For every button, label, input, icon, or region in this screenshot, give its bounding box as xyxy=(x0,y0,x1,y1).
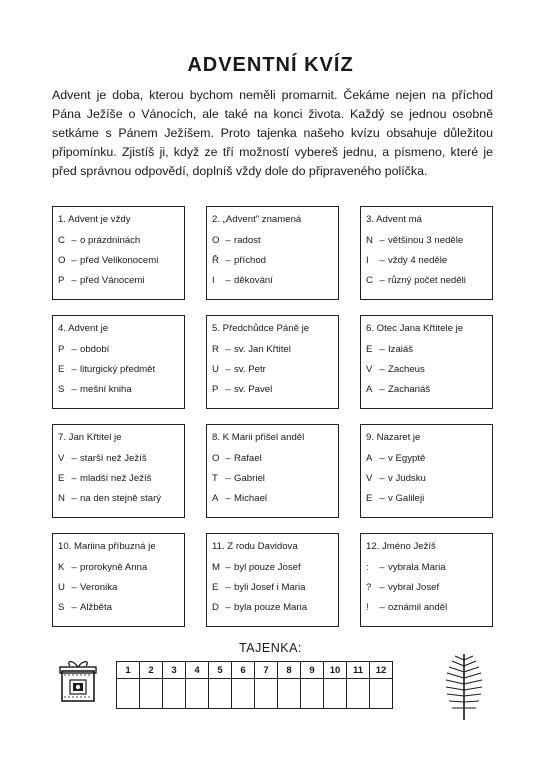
option-text: radost xyxy=(234,235,261,246)
question-title: 12. Jméno Ježíš xyxy=(366,541,436,552)
option-dash: – xyxy=(225,493,231,504)
answer-option xyxy=(212,562,333,573)
option-letter: P xyxy=(212,384,219,395)
option-letter: E xyxy=(366,493,373,504)
option-text: byli Josef i Maria xyxy=(234,582,306,593)
tajenka-answer-cell[interactable] xyxy=(186,679,209,709)
tajenka-number: 6 xyxy=(232,662,255,679)
option-letter: V xyxy=(366,364,373,375)
option-text: Veronika xyxy=(80,582,118,593)
answer-option xyxy=(366,562,487,573)
intro-text xyxy=(52,86,493,181)
option-letter: E xyxy=(58,473,65,484)
option-dash: – xyxy=(379,602,385,613)
tajenka-number: 7 xyxy=(255,662,278,679)
answer-option xyxy=(58,344,179,355)
answer-option xyxy=(212,384,333,395)
option-dash: – xyxy=(225,344,231,355)
option-letter: Ř xyxy=(212,255,219,266)
option-text: v Galileji xyxy=(388,493,425,504)
question-box xyxy=(52,315,185,409)
option-dash: – xyxy=(225,562,231,573)
answer-option xyxy=(366,473,487,484)
question-box xyxy=(206,533,339,627)
tajenka-number: 12 xyxy=(370,662,393,679)
option-text: o prázdninách xyxy=(80,235,141,246)
option-letter: N xyxy=(366,235,373,246)
option-dash: – xyxy=(225,255,231,266)
option-dash: – xyxy=(379,453,385,464)
answer-option xyxy=(58,235,179,246)
option-text: Gabriel xyxy=(234,473,265,484)
answer-option xyxy=(58,364,179,375)
tajenka-number: 4 xyxy=(186,662,209,679)
option-dash: – xyxy=(225,384,231,395)
tajenka-number: 9 xyxy=(301,662,324,679)
answer-option xyxy=(366,364,487,375)
option-dash: – xyxy=(71,602,77,613)
option-text: sv. Pavel xyxy=(234,384,273,395)
question-title: 3. Advent má xyxy=(366,214,422,225)
option-letter: K xyxy=(58,562,65,573)
gift-icon xyxy=(58,659,98,703)
tajenka-answer-cell[interactable] xyxy=(301,679,324,709)
tajenka-answer-cell[interactable] xyxy=(278,679,301,709)
option-letter: ! xyxy=(366,602,369,613)
tajenka-number: 3 xyxy=(163,662,186,679)
answer-option xyxy=(58,255,179,266)
option-letter: R xyxy=(212,344,219,355)
option-dash: – xyxy=(71,364,77,375)
option-letter: C xyxy=(366,275,373,286)
answer-option xyxy=(212,602,333,613)
tajenka-answer-cell[interactable] xyxy=(140,679,163,709)
option-dash: – xyxy=(225,602,231,613)
option-dash: – xyxy=(379,235,385,246)
answer-option xyxy=(366,602,487,613)
question-title: 6. Otec Jana Křtitele je xyxy=(366,323,464,334)
question-box xyxy=(360,424,493,518)
option-text: sv. Jan Křtitel xyxy=(234,344,291,355)
option-dash: – xyxy=(71,275,77,286)
option-dash: – xyxy=(379,384,385,395)
question-box xyxy=(360,206,493,300)
intro-paragraph: Advent je doba, kterou bychom neměli promarnit. Čekáme nejen na příchod Pána Ježíše o Vánocích, ale také na konci života. Každý se jednou osobně setkáme s Pánem Ježíšem. Proto tajenka našeho kvízu obsahuje důležitou připomínku. Zjistíš ji, když ze tří možností vybereš jednu, a písmeno, které je před správnou odpovědí, doplníš vždy dole do připraveného políčka. xyxy=(52,88,493,178)
tajenka-answer-cell[interactable] xyxy=(370,679,393,709)
tajenka-answer-cell[interactable] xyxy=(232,679,255,709)
option-letter: T xyxy=(212,473,218,484)
question-title: 9. Nazaret je xyxy=(366,432,421,443)
answer-option xyxy=(366,384,487,395)
option-letter: O xyxy=(212,453,220,464)
option-text: Michael xyxy=(234,493,268,504)
option-dash: – xyxy=(379,344,385,355)
answer-option xyxy=(212,275,333,286)
question-box xyxy=(52,424,185,518)
question-title: 8. K Marii přišel anděl xyxy=(212,432,305,443)
option-text: na den stejně starý xyxy=(80,493,162,504)
option-text: oznámil anděl xyxy=(388,602,448,613)
question-box xyxy=(52,533,185,627)
option-text: vybral Josef xyxy=(388,582,440,593)
option-dash: – xyxy=(379,582,385,593)
option-dash: – xyxy=(379,255,385,266)
option-letter: U xyxy=(58,582,65,593)
option-dash: – xyxy=(379,275,385,286)
answer-option xyxy=(366,582,487,593)
option-text: období xyxy=(80,344,110,355)
option-text: před Vánocemi xyxy=(80,275,145,286)
question-title: 11. Z rodu Davidova xyxy=(212,541,298,552)
option-text: děkování xyxy=(234,275,273,286)
option-text: Zacheus xyxy=(388,364,425,375)
tajenka-number: 1 xyxy=(117,662,140,679)
option-dash: – xyxy=(225,275,231,286)
answer-option xyxy=(58,473,179,484)
option-letter: O xyxy=(212,235,220,246)
option-letter: D xyxy=(212,602,219,613)
option-dash: – xyxy=(71,344,77,355)
question-title: 2. „Advent" znamená xyxy=(212,214,302,225)
option-letter: N xyxy=(58,493,65,504)
page-title: ADVENTNÍ KVÍZ xyxy=(187,54,354,76)
tajenka-number: 5 xyxy=(209,662,232,679)
option-dash: – xyxy=(379,473,385,484)
option-dash: – xyxy=(379,493,385,504)
question-box xyxy=(360,315,493,409)
option-letter: C xyxy=(58,235,65,246)
option-text: byla pouze Maria xyxy=(234,602,308,613)
answer-option xyxy=(212,473,333,484)
option-dash: – xyxy=(225,582,231,593)
option-text: vždy 4 neděle xyxy=(388,255,448,266)
option-text: různý počet neděli xyxy=(388,275,466,286)
question-box xyxy=(206,315,339,409)
option-dash: – xyxy=(379,364,385,375)
question-box xyxy=(206,424,339,518)
option-text: mešní kniha xyxy=(80,384,132,395)
tajenka-number: 10 xyxy=(324,662,347,679)
option-text: vybrala Maria xyxy=(388,562,446,573)
answer-option xyxy=(366,275,487,286)
option-letter: V xyxy=(58,453,65,464)
option-dash: – xyxy=(71,582,77,593)
option-dash: – xyxy=(225,473,231,484)
tajenka-number: 11 xyxy=(347,662,370,679)
option-letter: A xyxy=(212,493,219,504)
option-dash: – xyxy=(225,235,231,246)
option-text: v Judsku xyxy=(388,473,426,484)
option-text: před Velikonocemi xyxy=(80,255,159,266)
option-dash: – xyxy=(379,562,385,573)
tajenka-number: 8 xyxy=(278,662,301,679)
option-text: v Egyptě xyxy=(388,453,426,464)
option-dash: – xyxy=(71,493,77,504)
option-letter: ? xyxy=(366,582,372,593)
option-text: byl pouze Josef xyxy=(234,562,301,573)
tajenka-number: 2 xyxy=(140,662,163,679)
answer-option xyxy=(212,453,333,464)
option-text: Rafael xyxy=(234,453,262,464)
option-dash: – xyxy=(71,255,77,266)
option-dash: – xyxy=(71,235,77,246)
answer-option xyxy=(58,453,179,464)
tajenka-answer-cell[interactable] xyxy=(117,679,140,709)
tajenka-answer-cell[interactable] xyxy=(209,679,232,709)
question-title: 4. Advent je xyxy=(58,323,109,334)
tajenka-answer-cell[interactable] xyxy=(347,679,370,709)
option-text: sv. Petr xyxy=(234,364,266,375)
question-title: 10. Mariina příbuzná je xyxy=(58,541,156,552)
option-dash: – xyxy=(71,562,77,573)
option-letter: U xyxy=(212,364,219,375)
question-title: 5. Předchůdce Páně je xyxy=(212,323,310,334)
tajenka-answer-cell[interactable] xyxy=(324,679,347,709)
option-dash: – xyxy=(71,384,77,395)
answer-option xyxy=(58,493,179,504)
option-text: liturgický předmět xyxy=(80,364,156,375)
tajenka-answer-cell[interactable] xyxy=(163,679,186,709)
option-dash: – xyxy=(71,453,77,464)
tajenka-label: TAJENKA: xyxy=(239,641,302,655)
tajenka-grid xyxy=(116,661,393,709)
option-letter: V xyxy=(366,473,373,484)
option-text: prorokyně Anna xyxy=(80,562,148,573)
answer-option xyxy=(212,582,333,593)
question-title: 7. Jan Křtitel je xyxy=(58,432,122,443)
answer-option xyxy=(366,493,487,504)
answer-option xyxy=(212,235,333,246)
answer-option xyxy=(212,364,333,375)
option-text: Alžběta xyxy=(80,602,112,613)
option-letter: A xyxy=(366,453,373,464)
option-dash: – xyxy=(225,453,231,464)
option-text: příchod xyxy=(234,255,266,266)
answer-option xyxy=(212,493,333,504)
tajenka-answer-cell[interactable] xyxy=(255,679,278,709)
answer-option xyxy=(58,275,179,286)
option-letter: P xyxy=(58,344,65,355)
answer-option xyxy=(58,602,179,613)
option-dash: – xyxy=(71,473,77,484)
option-letter: M xyxy=(212,562,220,573)
option-letter: I xyxy=(212,275,215,286)
option-letter: A xyxy=(366,384,373,395)
answer-option xyxy=(366,453,487,464)
answer-option xyxy=(366,344,487,355)
option-letter: S xyxy=(58,602,65,613)
question-box xyxy=(360,533,493,627)
option-letter: : xyxy=(366,562,369,573)
question-box xyxy=(52,206,185,300)
option-text: většinou 3 neděle xyxy=(388,235,464,246)
option-letter: O xyxy=(58,255,66,266)
option-dash: – xyxy=(225,364,231,375)
option-letter: E xyxy=(58,364,65,375)
answer-option xyxy=(212,344,333,355)
option-text: mladší než Ježíš xyxy=(80,473,152,484)
option-letter: I xyxy=(366,255,369,266)
answer-option xyxy=(212,255,333,266)
option-letter: P xyxy=(58,275,65,286)
option-letter: E xyxy=(212,582,219,593)
fir-branch-icon xyxy=(441,652,487,722)
option-text: Izaiáš xyxy=(388,344,414,355)
option-letter: E xyxy=(366,344,373,355)
question-title: 1. Advent je vždy xyxy=(58,214,131,225)
option-text: Zachariáš xyxy=(388,384,431,395)
answer-option xyxy=(58,582,179,593)
answer-option xyxy=(58,562,179,573)
answer-option xyxy=(366,235,487,246)
answer-option xyxy=(366,255,487,266)
questions-grid xyxy=(52,206,493,627)
answer-option xyxy=(58,384,179,395)
option-letter: S xyxy=(58,384,65,395)
question-box xyxy=(206,206,339,300)
option-text: starší než Ježíš xyxy=(80,453,147,464)
